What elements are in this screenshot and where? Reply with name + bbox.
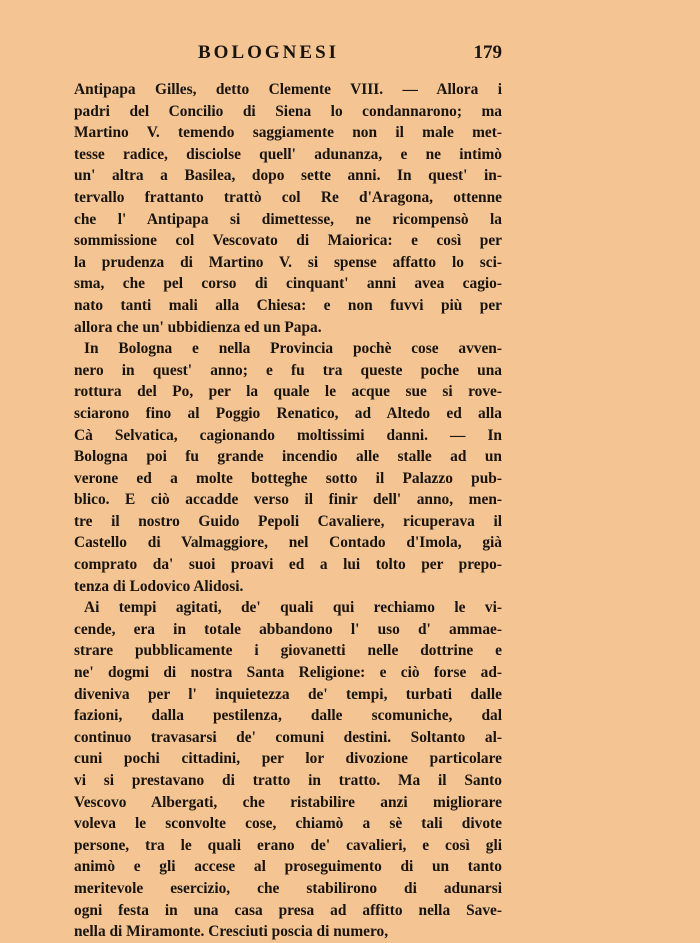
text-line: Castello di Valmaggiore, nel Contado d'Imola, già — [74, 534, 502, 552]
text-line: che l' Antipapa si dimettesse, ne ricompensò la — [74, 210, 502, 228]
text-line: strare pubblicamente i giovanetti nelle dottrine e — [74, 642, 502, 660]
text-line: fazioni, dalla pestilenza, dalle scomuniche, dal — [74, 707, 502, 725]
text-line: diveniva per l' inquietezza de' tempi, turbati dalle — [74, 685, 502, 703]
page-number: 179 — [473, 42, 502, 63]
text-line: rottura del Po, per la quale le acque sue si rove- — [74, 383, 502, 401]
text-line: meritevole esercizio, che stabilirono di adunarsi — [74, 879, 502, 897]
text-line: cuni pochi cittadini, per lor divozione particolare — [74, 750, 502, 768]
text-line: la prudenza di Martino V. si spense affatto lo sci- — [74, 253, 502, 271]
text-line: Martino V. temendo saggiamente non il male met- — [74, 124, 502, 142]
text-line: persone, tra le quali erano de' cavalieri, e così gli — [74, 836, 502, 854]
text-line: Antipapa Gilles, detto Clemente VIII. — Allora i — [74, 81, 502, 98]
text-line: tesse radice, disciolse quell' adunanza, e ne intimò — [74, 145, 502, 163]
text-line: ogni festa in una casa presa ad affitto nella Save- — [74, 901, 502, 919]
text-line: tre il nostro Guido Pepoli Cavaliere, ricuperava il — [74, 512, 502, 530]
text-line: cende, era in totale abbandono l' uso d' ammae- — [74, 620, 502, 638]
paragraph — [74, 597, 502, 943]
text-line: tervallo frattanto trattò col Re d'Aragona, ottenne — [74, 188, 502, 206]
text-line: nato tanti mali alla Chiesa: e non fuvvi più per — [74, 296, 502, 314]
text-line: verone ed a molte botteghe sotto il Palazzo pub- — [74, 469, 502, 487]
text-line: ne' dogmi di nostra Santa Religione: e ciò forse ad- — [74, 664, 502, 682]
text-line: sma, che pel corso di cinquant' anni avea cagio- — [74, 275, 502, 293]
text-line: un' altra a Basilea, dopo sette anni. In quest' in- — [74, 167, 502, 185]
text-line: allora che un' ubbidienza ed un Papa. — [74, 318, 322, 336]
page-header — [74, 42, 502, 70]
text-line: sciarono fino al Poggio Renatico, ad Altedo ed alla — [74, 404, 502, 422]
text-line: continuo travasarsi de' comuni destini. Soltanto al- — [74, 728, 502, 746]
text-line: padri del Concilio di Siena lo condannarono; ma — [74, 102, 502, 120]
text-line: comprato da' suoi proavi ed a lui tolto per prepo- — [74, 556, 502, 574]
text-line: Bologna poi fu grande incendio alle stalle ad un — [74, 448, 502, 466]
text-line: nella di Miramonte. Cresciuti poscia di numero, — [74, 923, 389, 941]
text-line: tenza di Lodovico Alidosi. — [74, 577, 244, 595]
text-line: sommissione col Vescovato di Maiorica: e così per — [74, 232, 502, 250]
text-line: nero in quest' anno; e fu tra queste poche una — [74, 361, 502, 379]
body-text — [74, 79, 502, 943]
running-head: BOLOGNESI — [198, 42, 340, 63]
text-line: Cà Selvatica, cagionando moltissimi danni. — In — [74, 426, 502, 444]
text-line: Vescovo Albergati, che ristabilire anzi migliorare — [74, 793, 502, 811]
paragraph — [74, 79, 502, 338]
paragraph — [74, 338, 502, 597]
text-line: vi si prestavano di tratto in tratto. Ma il Santo — [74, 772, 502, 789]
text-line: Ai tempi agitati, de' quali qui rechiamo le vi- — [84, 599, 502, 617]
text-line: animò e gli accese al proseguimento di un tanto — [74, 858, 502, 876]
text-line: In Bologna e nella Provincia pochè cose avven- — [84, 340, 502, 358]
text-line: voleva le sconvolte cose, chiamò a sè tali divote — [74, 815, 502, 833]
text-line: blico. E ciò accadde verso il finir dell' anno, men- — [74, 491, 502, 509]
